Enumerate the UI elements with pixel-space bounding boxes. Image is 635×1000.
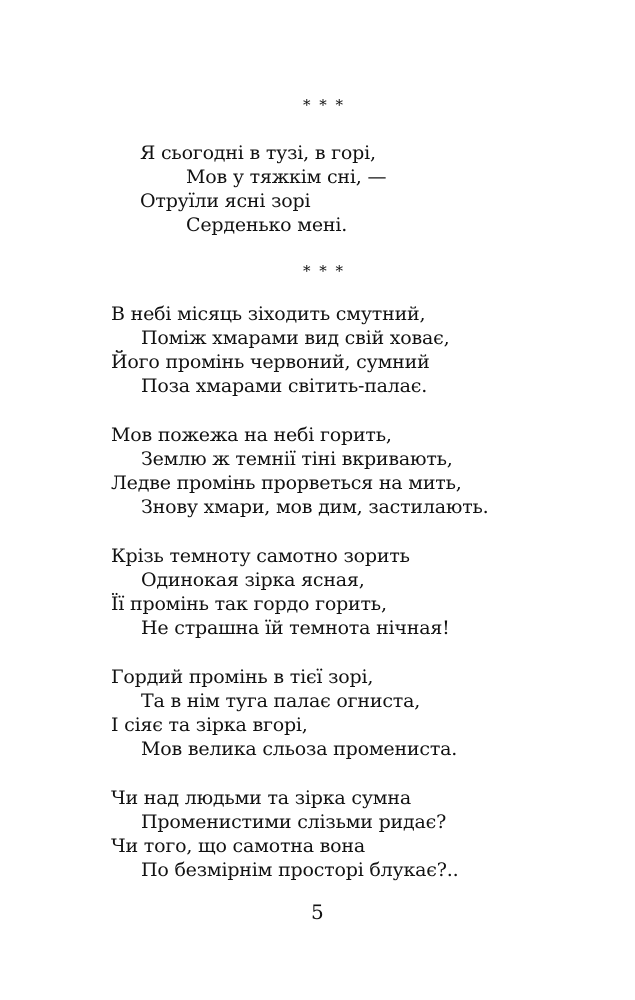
- poem-line: Мов пожежа на небі горить,: [111, 424, 392, 446]
- poem-line: Я сьогодні в тузі, в горі,: [140, 142, 376, 164]
- poem-line: Мов у тяжкім сні, —: [186, 166, 387, 188]
- poem-line: По безмірнім просторі блукає?..: [141, 859, 459, 881]
- poem-line: Його промінь червоний, сумний: [111, 351, 430, 373]
- poem-line: Знову хмари, мов дим, застилають.: [141, 496, 489, 518]
- poem-line: В небі місяць зіходить смутний,: [111, 303, 426, 325]
- poem-line: Поза хмарами світить-палає.: [141, 375, 428, 397]
- poem-line: Променистими слізьми ридає?: [141, 811, 447, 833]
- poem-line: Поміж хмарами вид свій ховає,: [141, 327, 450, 349]
- poem-line: Чи над людьми та зірка сумна: [111, 787, 411, 809]
- page-number: 5: [311, 900, 324, 924]
- poem-line: Мов велика сльоза промениста.: [141, 738, 458, 760]
- poem-line: Землю ж темнії тіні вкривають,: [141, 448, 453, 470]
- poem-line: Одинокая зірка ясная,: [141, 569, 365, 591]
- poem-line: Ледве промінь прорветься на мить,: [111, 472, 462, 494]
- poem-line: Та в нім туга палає огниста,: [141, 690, 421, 712]
- poem-line: Гордий промінь в тієї зорі,: [111, 666, 374, 688]
- section-divider-1: * * *: [303, 96, 346, 114]
- poem-line: Її промінь так гордо горить,: [111, 593, 387, 615]
- poem-line: Чи того, що самотна вона: [111, 835, 366, 857]
- section-divider-2: * * *: [303, 262, 346, 280]
- poem-line: Крізь темноту самотно зорить: [111, 545, 410, 567]
- poem-line: Отруїли ясні зорі: [140, 190, 311, 212]
- poem-line: Не страшна їй темнота нічная!: [141, 617, 450, 639]
- poem-line: Серденько мені.: [186, 214, 348, 236]
- poem-line: І сіяє та зірка вгорі,: [111, 714, 308, 736]
